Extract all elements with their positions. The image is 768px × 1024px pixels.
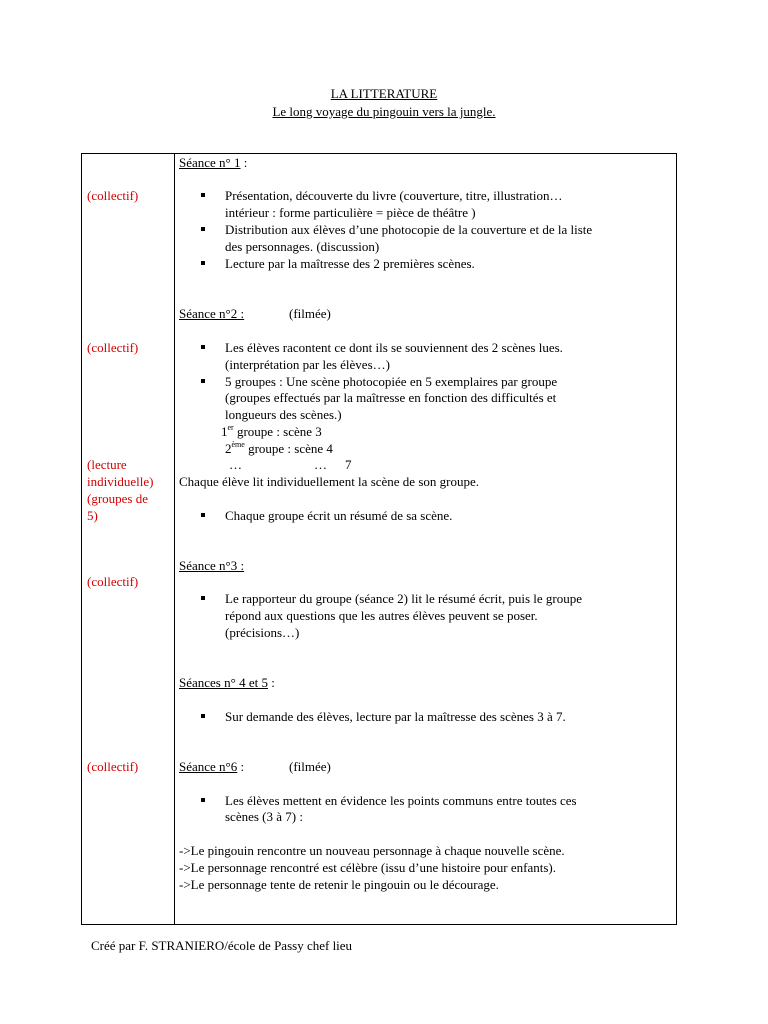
bullet-icon [200, 590, 208, 607]
s2-item1-line1: Les élèves racontent ce dont ils se souviennent des 2 scènes lues. [225, 340, 563, 355]
session-3-title: Séance n°3 : [179, 558, 245, 573]
s2-item2-line2: (groupes effectués par la maîtresse en fonction des difficultés et [225, 390, 557, 405]
mode-label-reading-line4: 5) [87, 508, 98, 523]
group-2-line [225, 440, 333, 457]
session-6-heading [179, 758, 244, 775]
mode-label-s6: (collectif) [87, 759, 139, 774]
group-2-text: groupe : scène 4 [244, 441, 333, 456]
bullet-icon [200, 507, 208, 524]
session-4-5-colon: : [267, 675, 275, 690]
s1-item2-line2: des personnages. (discussion) [225, 239, 380, 254]
session-6-colon: : [237, 759, 245, 774]
bullet-icon [200, 255, 208, 272]
mode-label-reading-line3: (groupes de [87, 491, 149, 506]
bullet-icon [200, 221, 208, 238]
bullet-icon [200, 339, 208, 356]
s45-item1: Sur demande des élèves, lecture par la maîtresse des scènes 3 à 7. [225, 709, 566, 724]
mode-label-s3: (collectif) [87, 574, 139, 589]
s6-item1-line2: scènes (3 à 7) : [225, 809, 303, 824]
column-divider [174, 154, 175, 924]
s6-finding-2: ->Le personnage rencontré est célèbre (issu d’une histoire pour enfants). [179, 860, 556, 875]
s1-item3: Lecture par la maîtresse des 2 premières scènes. [225, 256, 475, 271]
session-4-5-title: Séances n° 4 et 5 [179, 675, 268, 690]
group-ellipsis-2: … [314, 457, 327, 472]
bullet-icon [200, 187, 208, 204]
group-1-text: groupe : scène 3 [233, 424, 322, 439]
s2-item3: Chaque groupe écrit un résumé de sa scène. [225, 508, 453, 523]
bullet-icon [200, 792, 208, 809]
bullet-icon [200, 373, 208, 390]
page-title: LA LITTERATURE [330, 86, 438, 101]
s3-item1-line3: (précisions…) [225, 625, 300, 640]
s1-item2-line1: Distribution aux élèves d’une photocopie de la couverture et de la liste [225, 222, 593, 237]
s2-individual-reading: Chaque élève lit individuellement la scène de son groupe. [179, 474, 479, 489]
s1-item1-line1: Présentation, découverte du livre (couverture, titre, illustration… [225, 188, 563, 203]
s3-item1-line1: Le rapporteur du groupe (séance 2) lit le résumé écrit, puis le groupe [225, 591, 582, 606]
group-1-line [221, 423, 322, 440]
footer-credit: Créé par F. STRANIERO/école de Passy chef lieu [91, 938, 353, 953]
session-6-title: Séance n°6 [179, 759, 238, 774]
group-2-number: 2 [225, 441, 232, 456]
s6-finding-1: ->Le pingouin rencontre un nouveau personnage à chaque nouvelle scène. [179, 843, 565, 858]
session-1-title: Séance n° 1 [179, 155, 241, 170]
mode-label-reading-line1: (lecture [87, 457, 127, 472]
group-1-ordinal: er [227, 423, 234, 432]
session-1-colon: : [240, 155, 248, 170]
session-2-note: (filmée) [289, 306, 331, 321]
s1-item1-line2: intérieur : forme particulière = pièce de théâtre ) [225, 205, 476, 220]
page-subtitle: Le long voyage du pingouin vers la jungle. [272, 104, 496, 119]
session-2-title: Séance n°2 : [179, 306, 245, 321]
bullet-icon [200, 708, 208, 725]
s2-item2-line1: 5 groupes : Une scène photocopiée en 5 exemplaires par groupe [225, 374, 558, 389]
group-last-scene: 7 [345, 457, 352, 472]
session-1-heading [179, 154, 247, 171]
s2-item2-line3: longueurs des scènes.) [225, 407, 342, 422]
s6-item1-line1: Les élèves mettent en évidence les points communs entre toutes ces [225, 793, 577, 808]
group-2-ordinal: ème [231, 440, 245, 449]
s2-item1-line2: (interprétation par les élèves…) [225, 357, 390, 372]
s6-finding-3: ->Le personnage tente de retenir le pingouin ou le décourage. [179, 877, 499, 892]
mode-label-s2: (collectif) [87, 340, 139, 355]
session-4-5-heading [179, 674, 275, 691]
group-ellipsis-1: … [229, 457, 242, 472]
mode-label-reading-line2: individuelle) [87, 474, 154, 489]
group-1-number: 1 [221, 424, 228, 439]
session-6-note: (filmée) [289, 759, 331, 774]
mode-label-s1: (collectif) [87, 188, 139, 203]
s3-item1-line2: répond aux questions que les autres élèves peuvent se poser. [225, 608, 538, 623]
